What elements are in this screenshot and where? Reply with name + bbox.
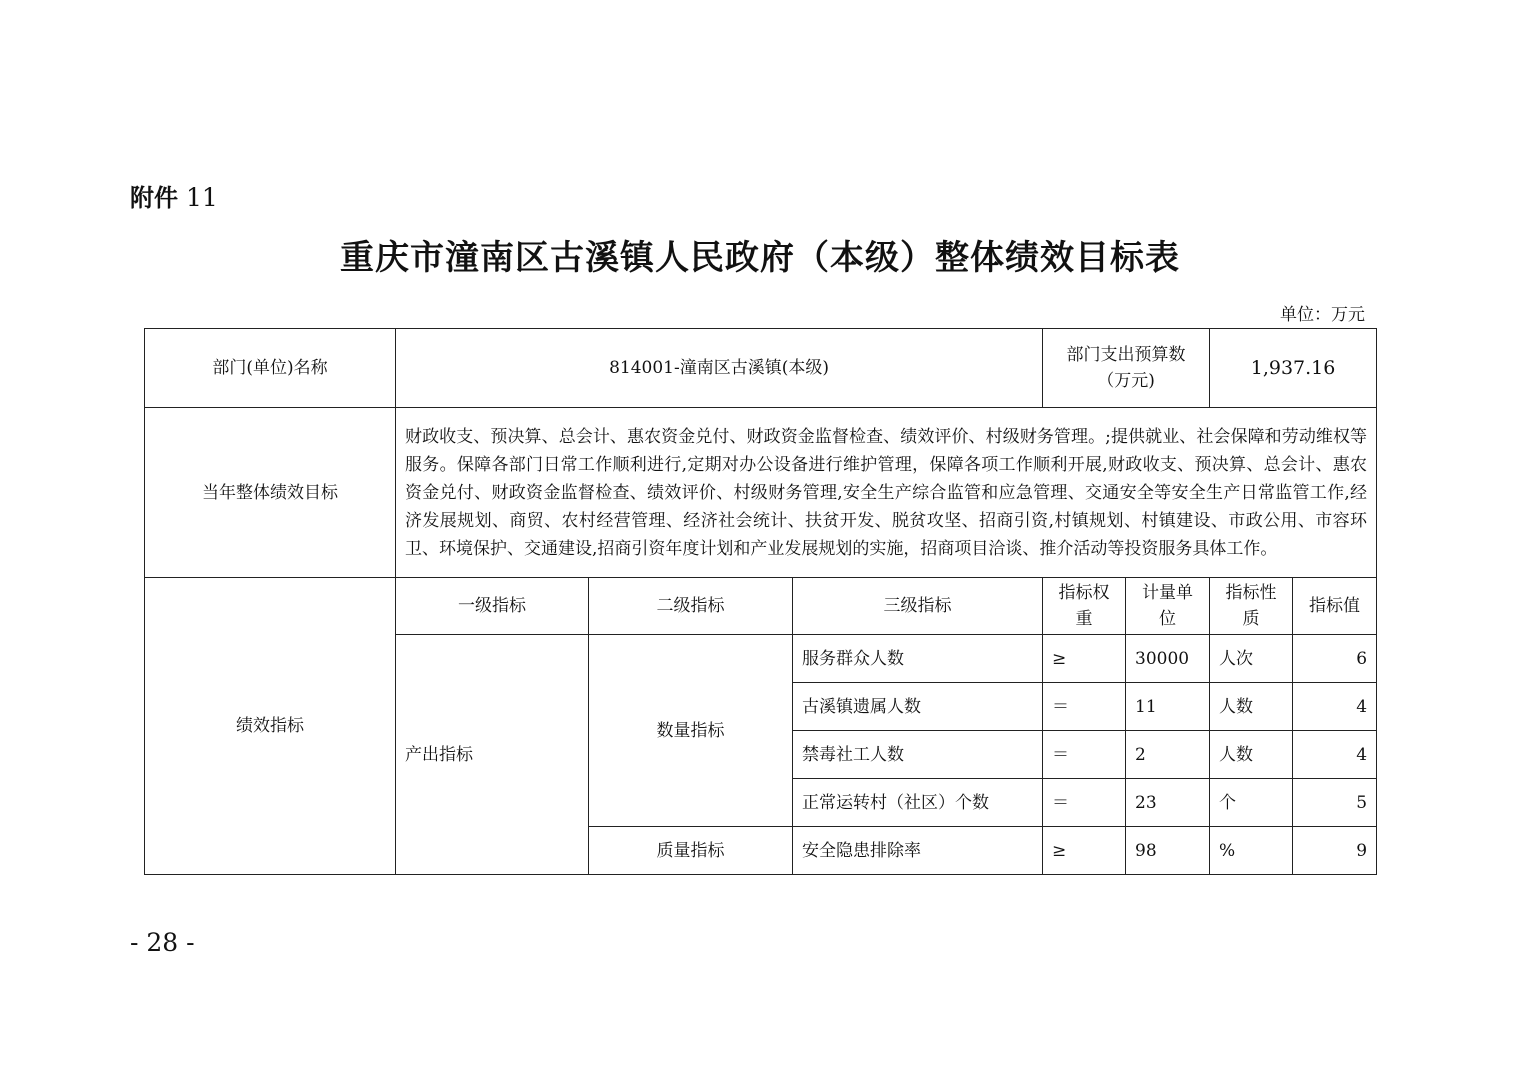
indicator-operator: ＝ <box>1043 731 1126 779</box>
attachment-word: 附件 <box>130 184 178 212</box>
header-level2: 二级指标 <box>589 578 793 635</box>
indicator-operator: ＝ <box>1043 779 1126 827</box>
header-unit: 计量单位 <box>1126 578 1210 635</box>
indicator-name: 禁毒社工人数 <box>793 731 1043 779</box>
budget-label: 部门支出预算数（万元) <box>1043 329 1210 408</box>
indicator-unit: 个 <box>1210 779 1293 827</box>
indicator-name: 古溪镇遗属人数 <box>793 683 1043 731</box>
indicator-unit: % <box>1210 827 1293 875</box>
indicator-score: 5 <box>1293 779 1377 827</box>
performance-target-table <box>144 328 1377 875</box>
indicator-name: 安全隐患排除率 <box>793 827 1043 875</box>
budget-value: 1,937.16 <box>1210 329 1377 408</box>
indicator-operator: ≥ <box>1043 635 1126 683</box>
indicator-score: 4 <box>1293 731 1377 779</box>
indicator-unit: 人数 <box>1210 731 1293 779</box>
page-number: - 28 - <box>130 928 195 957</box>
indicator-operator: ≥ <box>1043 827 1126 875</box>
indicator-score: 6 <box>1293 635 1377 683</box>
indicator-name: 服务群众人数 <box>793 635 1043 683</box>
dept-name-value: 814001-潼南区古溪镇(本级) <box>396 329 1043 408</box>
dept-row <box>145 329 1377 408</box>
header-level1: 一级指标 <box>396 578 589 635</box>
indicator-target: 2 <box>1126 731 1210 779</box>
goal-text: 财政收支、预决算、总会计、惠农资金兑付、财政资金监督检查、绩效评价、村级财务管理。;提供就业、社会保障和劳动维权等服务。保障各部门日常工作顺利进行,定期对办公设备进行维护管理，保障各项工作顺利开展,财政收支、预决算、总会计、惠农资金兑付、财政资金监督检查、绩效评价、村级财务管理,安全生产综合监管和应急管理、交通安全等安全生产日常监管工作,经济发展规划、商贸、农村经营管理、经济社会统计、扶贫开发、脱贫攻坚、招商引资,村镇规划、村镇建设、市政公用、市容环卫、环境保护、交通建设,招商引资年度计划和产业发展规划的实施，招商项目洽谈、推介活动等投资服务具体工作。 <box>396 408 1377 578</box>
document-title: 重庆市潼南区古溪镇人民政府（本级）整体绩效目标表 <box>340 238 1180 278</box>
level1-output: 产出指标 <box>396 635 589 875</box>
level2-quality: 质量指标 <box>589 827 793 875</box>
unit-label: 单位：万元 <box>1280 305 1365 325</box>
indicator-name: 正常运转村（社区）个数 <box>793 779 1043 827</box>
indicator-unit: 人数 <box>1210 683 1293 731</box>
header-level3: 三级指标 <box>793 578 1043 635</box>
indicator-unit: 人次 <box>1210 635 1293 683</box>
indicator-score: 9 <box>1293 827 1377 875</box>
level2-quantity: 数量指标 <box>589 635 793 827</box>
indicator-target: 23 <box>1126 779 1210 827</box>
indicator-target: 11 <box>1126 683 1210 731</box>
indicators-label: 绩效指标 <box>145 578 396 875</box>
indicator-operator: ＝ <box>1043 683 1126 731</box>
header-nature: 指标性质 <box>1210 578 1293 635</box>
indicator-target: 98 <box>1126 827 1210 875</box>
attachment-label <box>130 178 218 213</box>
header-value: 指标值 <box>1293 578 1377 635</box>
indicator-header-row <box>145 578 1377 635</box>
goal-label: 当年整体绩效目标 <box>145 408 396 578</box>
attachment-number: 11 <box>178 183 218 212</box>
dept-name-label: 部门(单位)名称 <box>145 329 396 408</box>
indicator-target: 30000 <box>1126 635 1210 683</box>
header-weight: 指标权重 <box>1043 578 1126 635</box>
indicator-score: 4 <box>1293 683 1377 731</box>
goal-row <box>145 408 1377 578</box>
